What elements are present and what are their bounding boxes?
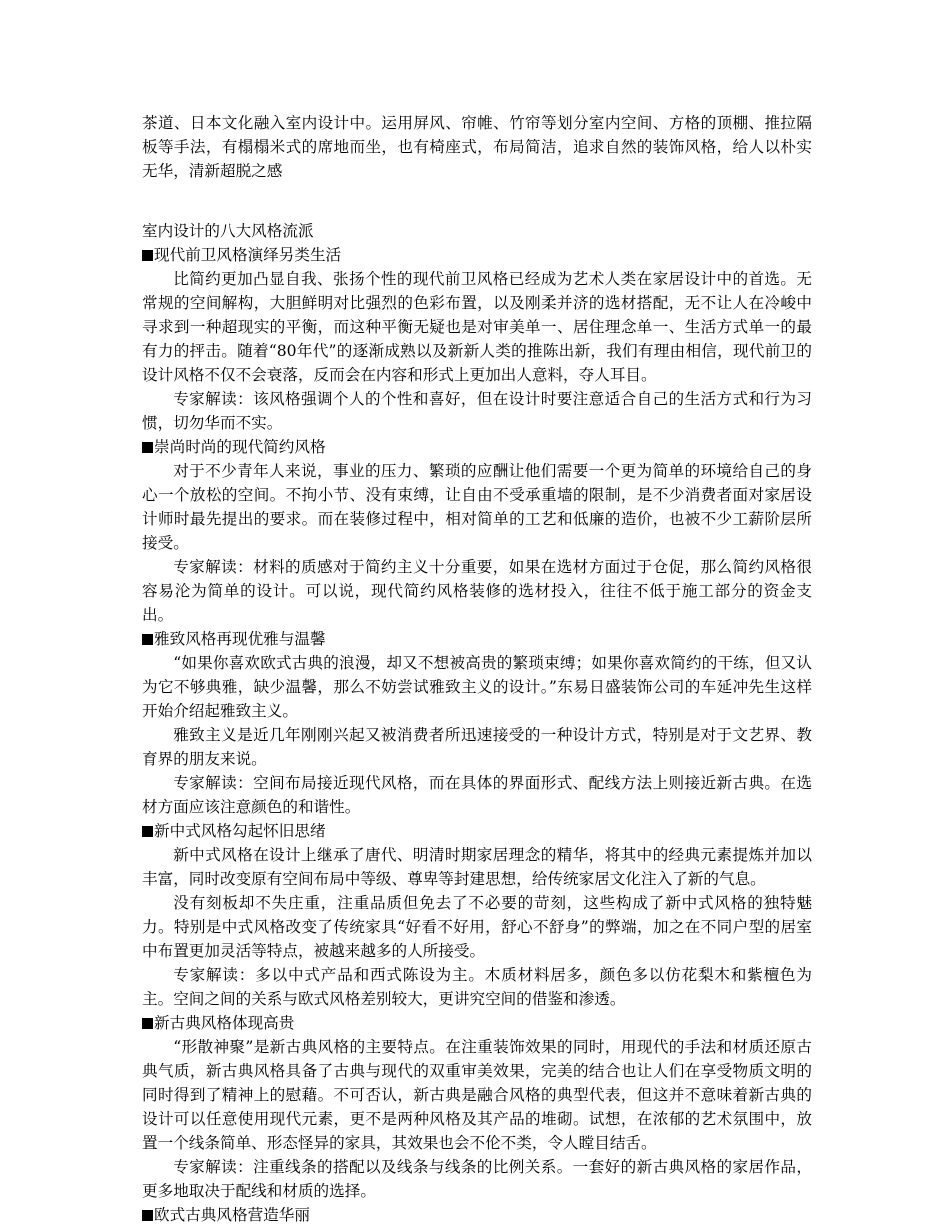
body-paragraph: 没有刻板却不失庄重，注重品质但免去了不必要的苛刻，这些构成了新中式风格的独特魅力。特别是中式风格改变了传统家具“好看不好用，舒心不舒身”的弊端，加之在不同户型的居室中布置更加灵活等特点，被越来越多的人所接受。 bbox=[142, 894, 812, 960]
square-bullet-icon bbox=[142, 1210, 153, 1221]
section-heading bbox=[142, 1203, 812, 1227]
section-heading bbox=[142, 435, 812, 459]
expert-note-paragraph: 专家解读：多以中式产品和西式陈设为主。木质材料居多，颜色多以仿花梨木和紫檀色为主。空间之间的关系与欧式风格差别较大，更讲究空间的借鉴和渗透。 bbox=[142, 966, 812, 1008]
intro-paragraph: 茶道、日本文化融入室内设计中。运用屏风、帘帷、竹帘等划分室内空间、方格的顶棚、推拉隔板等手法，有榻榻米式的席地而坐，也有椅座式，布局简洁，追求自然的装饰风格，给人以朴实无华，清新超脱之感 bbox=[142, 114, 812, 180]
section-modern-avant-garde bbox=[142, 243, 812, 435]
section-new-chinese bbox=[142, 819, 812, 1011]
section-elegant bbox=[142, 627, 812, 819]
section-heading bbox=[142, 1011, 812, 1035]
expert-note-paragraph: 专家解读：该风格强调个人的个性和喜好，但在设计时要注意适合自己的生活方式和行为习惯，切勿华而不实。 bbox=[142, 390, 812, 432]
square-bullet-icon bbox=[142, 826, 153, 837]
section-modern-minimalist bbox=[142, 435, 812, 627]
body-paragraph: “形散神聚”是新古典风格的主要特点。在注重装饰效果的同时，用现代的手法和材质还原古典气质，新古典风格具备了古典与现代的双重审美效果，完美的结合也让人们在享受物质文明的同时得到了精神上的慰藉。不可否认，新古典是融合风格的典型代表，但这并不意味着新古典的设计可以任意使用现代元素，更不是两种风格及其产品的堆砌。试想，在浓郁的艺术氛围中，放置一个线条简单、形态怪异的家具，其效果也会不伦不类，令人瞠目结舌。 bbox=[142, 1038, 812, 1152]
expert-note-paragraph: 专家解读：空间布局接近现代风格，而在具体的界面形式、配线方法上则接近新古典。在选材方面应该注意颜色的和谐性。 bbox=[142, 774, 812, 816]
expert-note-paragraph: 专家解读：材料的质感对于简约主义十分重要，如果在选材方面过于仓促，那么简约风格很容易沦为简单的设计。可以说，现代简约风格装修的选材投入，往往不低于施工部分的资金支出。 bbox=[142, 558, 812, 624]
body-paragraph: 对于不少青年人来说，事业的压力、繁琐的应酬让他们需要一个更为简单的环境给自己的身心一个放松的空间。不拘小节、没有束缚，让自由不受承重墙的限制，是不少消费者面对家居设计师时最先提出的要求。而在装修过程中，相对简单的工艺和低廉的造价，也被不少工薪阶层所接受。 bbox=[142, 462, 812, 552]
section-heading bbox=[142, 627, 812, 651]
section-heading bbox=[142, 819, 812, 843]
body-paragraph: “如果你喜欢欧式古典的浪漫，却又不想被高贵的繁琐束缚；如果你喜欢简约的干练，但又认为它不够典雅，缺少温馨，那么不妨尝试雅致主义的设计。”东易日盛装饰公司的车延冲先生这样开始介绍起雅致主义。 bbox=[142, 654, 812, 720]
section-heading-text: 欧式古典风格营造华丽 bbox=[154, 1206, 310, 1224]
section-heading-text: 崇尚时尚的现代简约风格 bbox=[154, 438, 326, 456]
body-paragraph: 比简约更加凸显自我、张扬个性的现代前卫风格已经成为艺术人类在家居设计中的首选。无常规的空间解构，大胆鲜明对比强烈的色彩布置，以及刚柔并济的选材搭配，无不让人在冷峻中寻求到一种超现实的平衡，而这种平衡无疑也是对审美单一、居住理念单一、生活方式单一的最有力的抨击。随着“80年代”的逐渐成熟以及新新人类的推陈出新，我们有理由相信，现代前卫的设计风格不仅不会衰落，反而会在内容和形式上更加出人意料，夺人耳目。 bbox=[142, 270, 812, 384]
square-bullet-icon bbox=[142, 1018, 153, 1029]
section-heading-text: 新古典风格体现高贵 bbox=[154, 1014, 295, 1032]
square-bullet-icon bbox=[142, 442, 153, 453]
section-european-classical bbox=[142, 1203, 812, 1227]
square-bullet-icon bbox=[142, 250, 153, 261]
section-heading-text: 雅致风格再现优雅与温馨 bbox=[154, 630, 326, 648]
body-paragraph: 雅致主义是近几年刚刚兴起又被消费者所迅速接受的一种设计方式，特别是对于文艺界、教育界的朋友来说。 bbox=[142, 726, 812, 768]
section-heading bbox=[142, 243, 812, 267]
section-heading-text: 新中式风格勾起怀旧思绪 bbox=[154, 822, 326, 840]
section-heading-text: 现代前卫风格演绎另类生活 bbox=[154, 246, 342, 264]
section-neoclassical bbox=[142, 1011, 812, 1203]
expert-note-paragraph: 专家解读：注重线条的搭配以及线条与线条的比例关系。一套好的新古典风格的家居作品，更多地取决于配线和材质的选择。 bbox=[142, 1158, 812, 1200]
square-bullet-icon bbox=[142, 634, 153, 645]
body-paragraph: 新中式风格在设计上继承了唐代、明清时期家居理念的精华，将其中的经典元素提炼并加以丰富，同时改变原有空间布局中等级、尊卑等封建思想，给传统家居文化注入了新的气息。 bbox=[142, 846, 812, 888]
document-page bbox=[142, 111, 812, 1227]
document-title: 室内设计的八大风格流派 bbox=[142, 222, 314, 240]
